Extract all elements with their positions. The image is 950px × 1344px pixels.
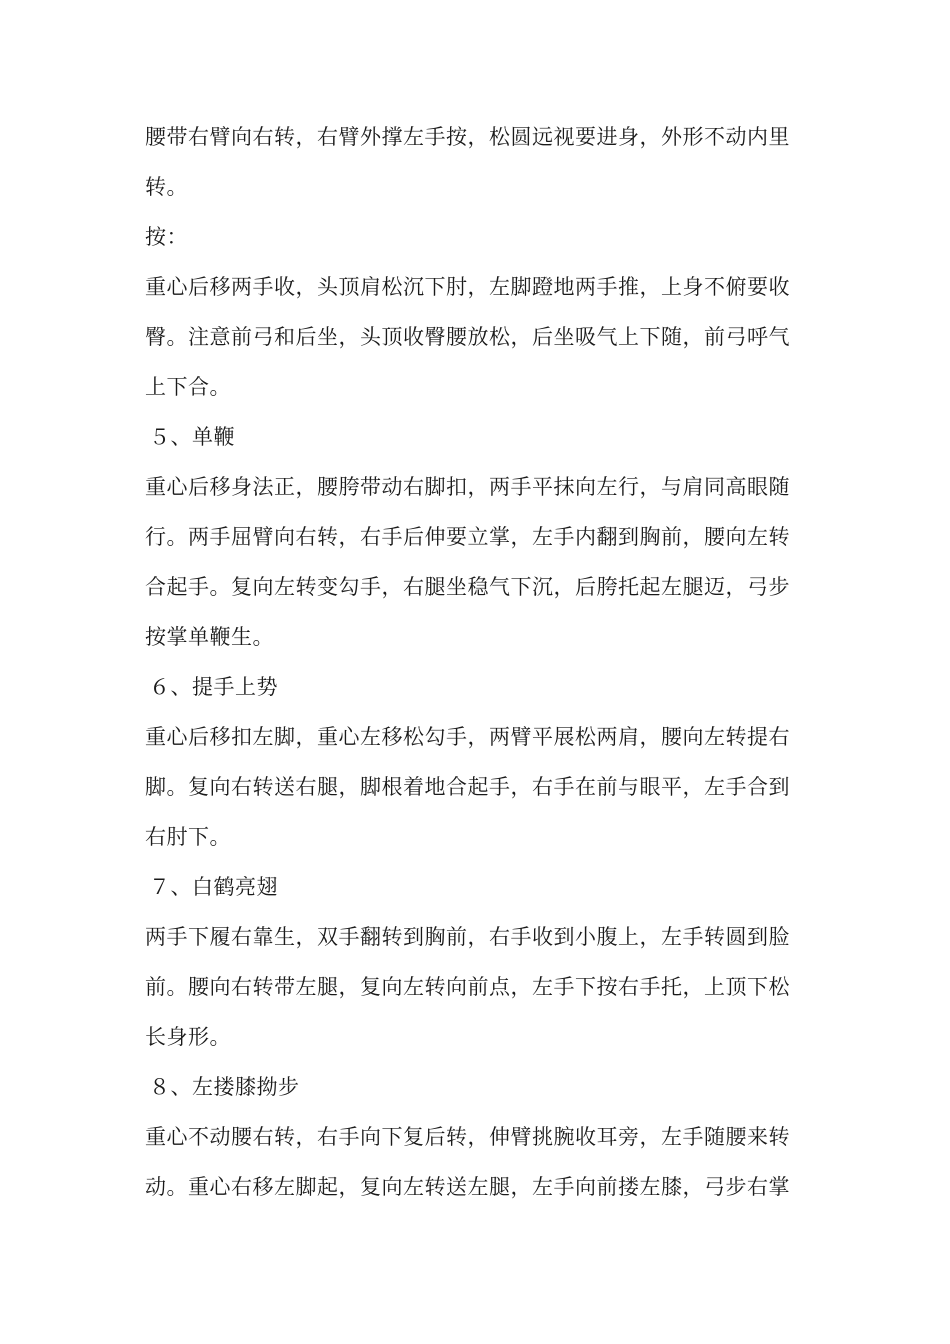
paragraph-line: 右肘下。 xyxy=(145,825,231,849)
paragraph-line: 转。 xyxy=(145,175,188,199)
paragraph-line: 行。两手屈臂向右转，右手后伸要立掌，左手内翻到胸前，腰向左转 xyxy=(145,525,790,549)
document-body xyxy=(145,112,810,1212)
paragraph-line: 合起手。复向左转变勾手，右腿坐稳气下沉，后胯托起左腿迈，弓步 xyxy=(145,575,790,599)
paragraph-line: 按掌单鞭生。 xyxy=(145,625,274,649)
paragraph-line: 臀。注意前弓和后坐，头顶收臀腰放松，后坐吸气上下随，前弓呼气 xyxy=(145,325,790,349)
section-heading: ６、提手上势 xyxy=(149,675,278,699)
paragraph-line: 重心不动腰右转，右手向下复后转，伸臂挑腕收耳旁，左手随腰来转 xyxy=(145,1125,790,1149)
paragraph-line: 脚。复向右转送右腿，脚根着地合起手，右手在前与眼平，左手合到 xyxy=(145,775,790,799)
section-heading: ５、单鞭 xyxy=(149,425,235,449)
paragraph-line: 重心后移两手收，头顶肩松沉下肘，左脚蹬地两手推，上身不俯要收 xyxy=(145,275,790,299)
paragraph-line: 两手下履右靠生，双手翻转到胸前，右手收到小腹上，左手转圆到脸 xyxy=(145,925,790,949)
paragraph-line: 重心后移身法正，腰胯带动右脚扣，两手平抹向左行，与肩同高眼随 xyxy=(145,475,790,499)
paragraph-line: 上下合。 xyxy=(145,375,231,399)
paragraph-line: 腰带右臂向右转，右臂外撑左手按，松圆远视要进身，外形不动内里 xyxy=(145,125,790,149)
section-heading: ７、白鹤亮翅 xyxy=(149,875,278,899)
section-heading: ８、左搂膝拗步 xyxy=(149,1075,300,1099)
paragraph-line: 长身形。 xyxy=(145,1025,231,1049)
paragraph-line: 动。重心右移左脚起，复向左转送左腿，左手向前搂左膝，弓步右掌 xyxy=(145,1175,790,1199)
paragraph-line: 前。腰向右转带左腿，复向左转向前点，左手下按右手托，上顶下松 xyxy=(145,975,790,999)
section-label: 按： xyxy=(145,225,188,249)
paragraph-line: 重心后移扣左脚，重心左移松勾手，两臂平展松两肩，腰向左转提右 xyxy=(145,725,790,749)
